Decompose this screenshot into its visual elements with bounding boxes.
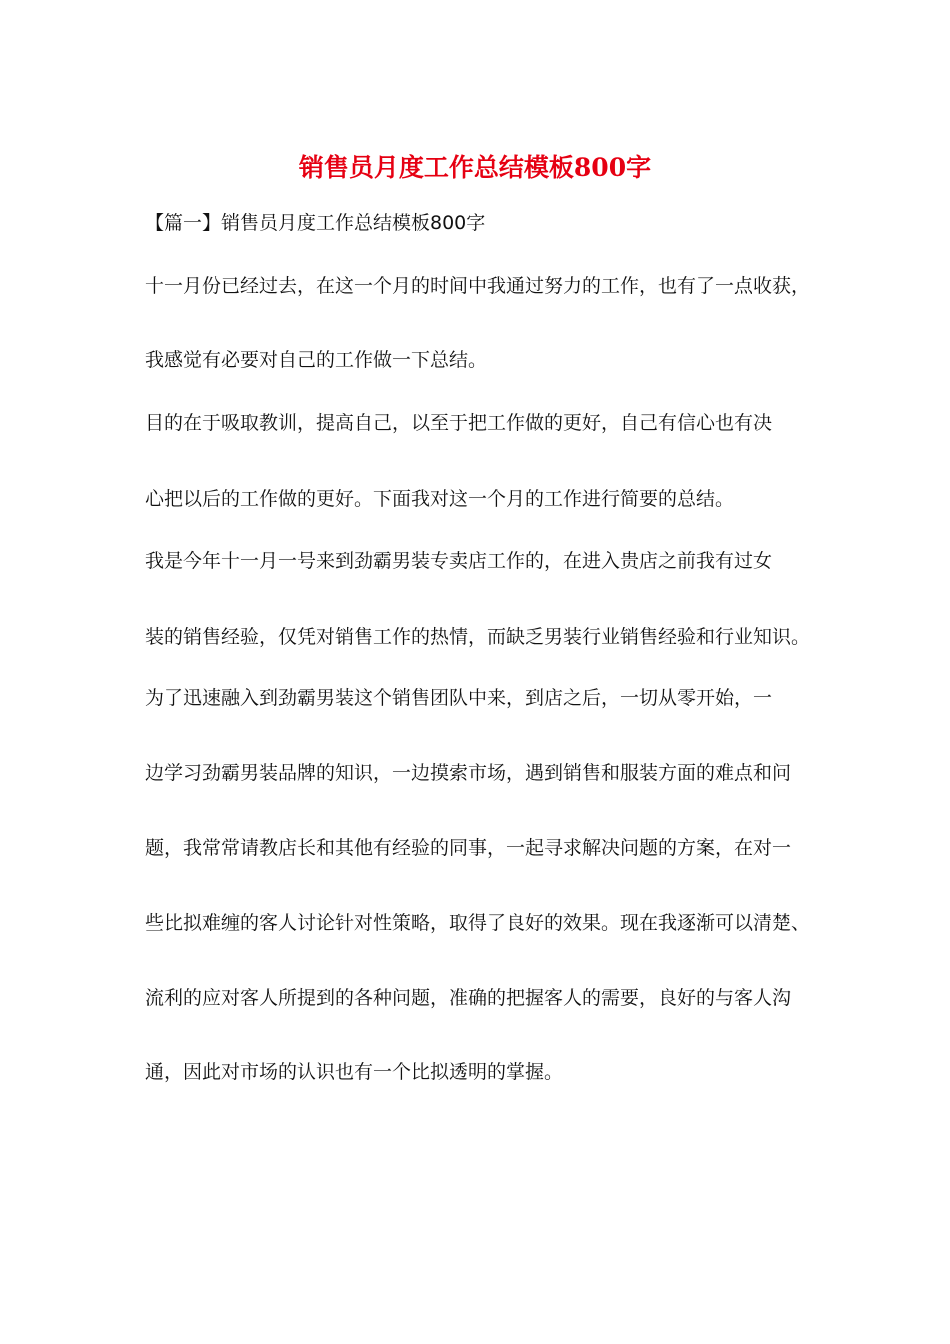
paragraph-line: 边学习劲霸男装品牌的知识，一边摸索市场，遇到销售和服装方面的难点和问 xyxy=(145,762,792,784)
paragraph-line: 些比拟难缠的客人讨论针对性策略，取得了良好的效果。现在我逐渐可以清楚、 xyxy=(145,912,811,934)
paragraph-line: 装的销售经验，仅凭对销售工作的热情，而缺乏男装行业销售经验和行业知识。 xyxy=(145,626,811,648)
paragraph-line: 题，我常常请教店长和其他有经验的同事，一起寻求解决问题的方案，在对一 xyxy=(145,837,792,859)
paragraph-line: 我是今年十一月一号来到劲霸男装专卖店工作的，在进入贵店之前我有过女 xyxy=(145,550,773,572)
paragraph-line: 心把以后的工作做的更好。下面我对这一个月的工作进行简要的总结。 xyxy=(145,488,735,510)
document-subtitle: 【篇一】销售员月度工作总结模板800字 xyxy=(145,212,486,234)
document-title: 销售员月度工作总结模板800字 xyxy=(298,153,652,182)
paragraph-line: 通，因此对市场的认识也有一个比拟透明的掌握。 xyxy=(145,1061,564,1083)
paragraph-line: 流利的应对客人所提到的各种问题，准确的把握客人的需要，良好的与客人沟 xyxy=(145,987,792,1009)
paragraph-line: 我感觉有必要对自己的工作做一下总结。 xyxy=(145,349,488,371)
paragraph-line: 为了迅速融入到劲霸男装这个销售团队中来，到店之后，一切从零开始，一 xyxy=(145,687,773,709)
paragraph-line: 目的在于吸取教训，提高自己，以至于把工作做的更好，自己有信心也有决 xyxy=(145,412,773,434)
paragraph-line: 十一月份已经过去，在这一个月的时间中我通过努力的工作，也有了一点收获， xyxy=(145,275,811,297)
